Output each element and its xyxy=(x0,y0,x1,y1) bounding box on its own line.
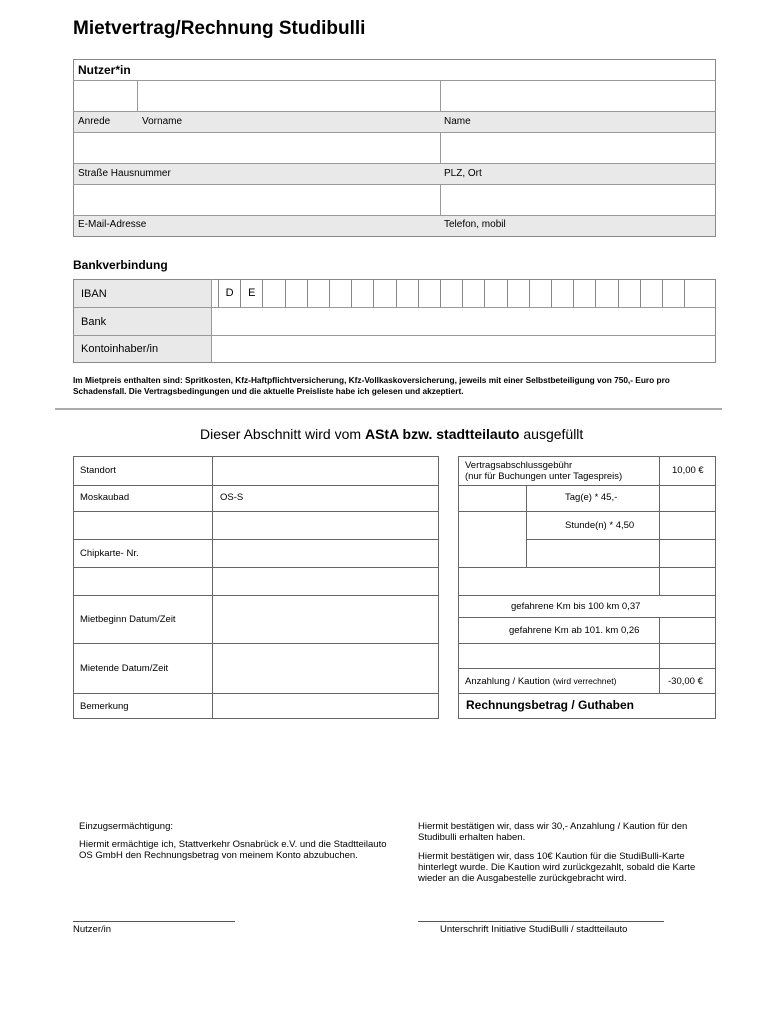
nutzer-heading: Nutzer*in xyxy=(78,63,131,77)
iban-char-box[interactable] xyxy=(329,280,351,307)
iban-char-box[interactable] xyxy=(285,280,307,307)
km2-input[interactable] xyxy=(661,619,715,642)
iban-char-box[interactable] xyxy=(529,280,551,307)
iban-char-box[interactable] xyxy=(351,280,373,307)
strasse-input[interactable] xyxy=(74,133,439,163)
iban-char-box[interactable] xyxy=(507,280,529,307)
email-label: E-Mail-Adresse xyxy=(78,219,147,230)
anrede-input[interactable] xyxy=(74,81,136,111)
stunden-input[interactable] xyxy=(661,513,715,538)
iban-char-box[interactable] xyxy=(573,280,595,307)
price-notice: Im Mietpreis enthalten sind: Spritkosten, Kfz-Haftpflichtversicherung, Kfz-Vollkaskoversicherung, jeweils mit einer Selbstbeteiligung von 750,- Euro pro Schadensfall. Die Vertragsbedingungen und die aktuelle Preisliste habe ich gelesen und akzeptiert. xyxy=(73,375,670,396)
signature-label-initiative: Unterschrift Initiative StudiBulli / stadtteilauto xyxy=(440,924,628,935)
bank-heading: Bankverbindung xyxy=(73,258,168,272)
stunden-label: Stunde(n) * 4,50 xyxy=(565,520,635,531)
mietende-input[interactable] xyxy=(214,645,437,692)
bemerkung-label: Bemerkung xyxy=(80,701,129,712)
iban-char-box[interactable] xyxy=(396,280,418,307)
signature-line-initiative[interactable] xyxy=(418,921,664,922)
tage-input[interactable] xyxy=(661,487,715,510)
gebuehr-value: 10,00 € xyxy=(672,465,704,476)
standort-input[interactable] xyxy=(214,458,437,484)
iban-char-box[interactable] xyxy=(307,280,329,307)
iban-char-box[interactable] xyxy=(462,280,484,307)
signature-line-user[interactable] xyxy=(73,921,235,922)
iban-char-box[interactable] xyxy=(595,280,617,307)
iban-label: IBAN xyxy=(81,288,107,300)
mietende-label: Mietende Datum/Zeit xyxy=(80,663,169,674)
kontoinhaber-label: Kontoinhaber/in xyxy=(81,343,159,355)
anzahlung-value: -30,00 € xyxy=(668,676,703,687)
iban-char-box[interactable] xyxy=(684,280,706,307)
confirm-anzahlung: Hiermit bestätigen wir, dass wir 30,- Anzahlung / Kaution für den Studibulli erhalten haben. xyxy=(418,821,688,843)
einzug-title: Einzugsermächtigung: xyxy=(79,821,173,832)
moskaubad-value: OS-S xyxy=(220,492,244,503)
mietbeginn-input[interactable] xyxy=(214,597,437,642)
km1-label: gefahrene Km bis 100 km 0,37 xyxy=(511,601,641,612)
email-input[interactable] xyxy=(74,185,439,215)
bank-label: Bank xyxy=(81,316,107,328)
iban-char-box[interactable] xyxy=(262,280,284,307)
vorname-input[interactable] xyxy=(138,81,439,111)
iban-char-box[interactable]: D xyxy=(218,280,240,307)
bemerkung-input[interactable] xyxy=(214,695,437,718)
anzahlung-label: Anzahlung / Kaution (wird verrechnet) xyxy=(465,676,617,687)
iban-char-box[interactable] xyxy=(551,280,573,307)
chipkarte-label: Chipkarte- Nr. xyxy=(80,548,139,559)
rechnung-label: Rechnungsbetrag / Guthaben xyxy=(466,698,635,712)
km1-input[interactable] xyxy=(661,597,715,616)
vorname-label: Vorname xyxy=(142,116,183,127)
einzug-text: Hiermit ermächtige ich, Stattverkehr Osnabrück e.V. und die Stadtteilauto OS GmbH den Rechnungsbetrag von meinem Konto abzubuchen. xyxy=(79,839,387,861)
tage-label: Tag(e) * 45,- xyxy=(565,492,618,503)
plz-ort-label: PLZ, Ort xyxy=(444,168,482,179)
name-input[interactable] xyxy=(441,81,715,111)
plz-ort-input[interactable] xyxy=(441,133,715,163)
anrede-label: Anrede xyxy=(78,116,111,127)
iban-char-box[interactable] xyxy=(373,280,395,307)
mietbeginn-label: Mietbeginn Datum/Zeit xyxy=(80,614,176,625)
iban-char-box[interactable] xyxy=(640,280,662,307)
moskaubad-label: Moskaubad xyxy=(80,492,130,503)
kontoinhaber-input[interactable] xyxy=(212,336,715,362)
chipkarte-input[interactable] xyxy=(214,541,437,566)
iban-char-box[interactable] xyxy=(618,280,640,307)
page-title: Mietvertrag/Rechnung Studibulli xyxy=(73,18,366,39)
iban-char-box[interactable] xyxy=(662,280,684,307)
gebuehr-label: Vertragsabschlussgebühr (nur für Buchungen unter Tagespreis) xyxy=(465,460,623,482)
section-divider xyxy=(55,408,722,410)
telefon-input[interactable] xyxy=(441,185,715,215)
iban-char-box[interactable] xyxy=(484,280,506,307)
confirm-kaution: Hiermit bestätigen wir, dass 10€ Kaution für die StudiBulli-Karte hinterlegt wurde. Die Kaution wird zurückgezahlt, sobald die Karte wieder an die Ausgabestelle zurückgebracht wird. xyxy=(418,851,696,884)
standort-label: Standort xyxy=(80,465,116,476)
bank-input[interactable] xyxy=(212,308,715,335)
name-label: Name xyxy=(444,116,471,127)
telefon-label: Telefon, mobil xyxy=(444,219,506,230)
section-heading: Dieser Abschnitt wird vom AStA bzw. stadtteilauto ausgefüllt xyxy=(200,426,584,442)
iban-char-box[interactable] xyxy=(440,280,462,307)
iban-char-box[interactable] xyxy=(418,280,440,307)
km2-label: gefahrene Km ab 101. km 0,26 xyxy=(509,625,640,636)
strasse-label: Straße Hausnummer xyxy=(78,168,171,179)
iban-char-box[interactable]: E xyxy=(240,280,262,307)
signature-label-user: Nutzer/in xyxy=(73,924,112,935)
